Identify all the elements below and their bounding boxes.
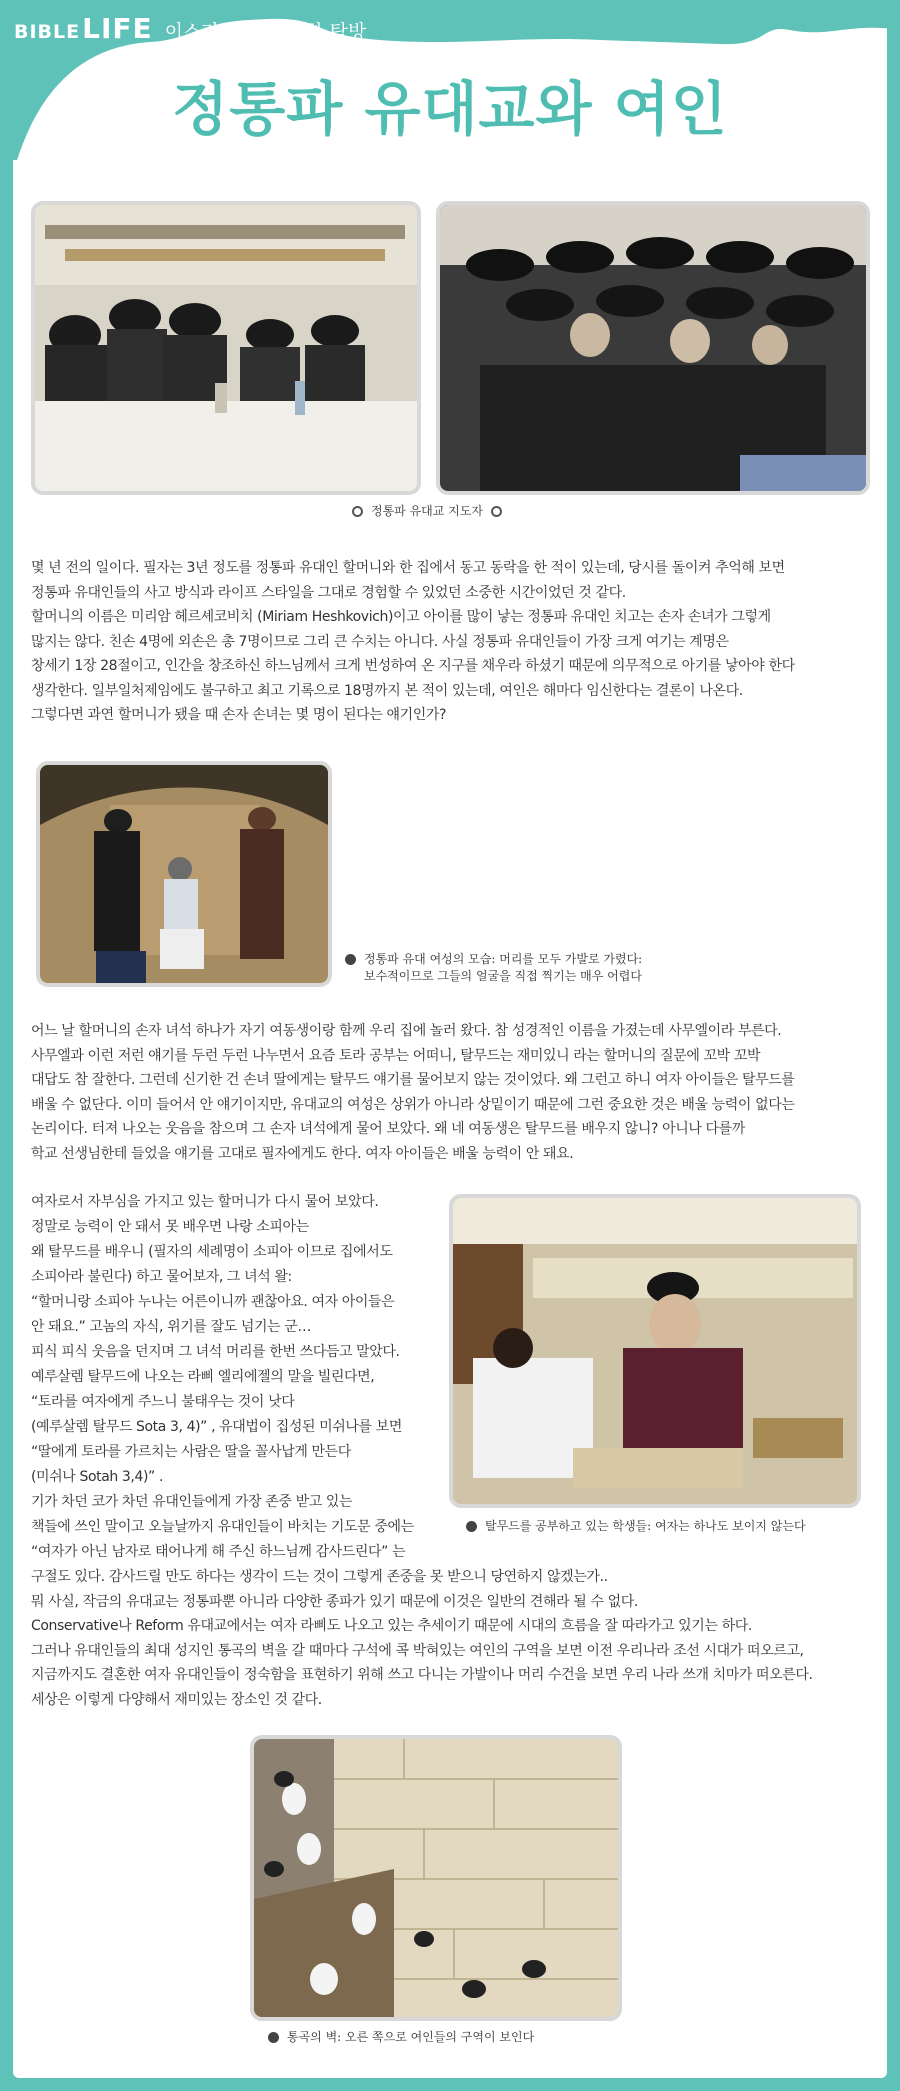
brand-logo-bible: BIBLE <box>14 21 81 43</box>
paragraph-line: Conservative나 Reform 유대교에서는 여자 라삐도 나오고 있는 추세이기 때문에 시대의 흐름을 잘 따라가고 있기는 하다. <box>31 1618 752 1634</box>
bullet-icon <box>352 506 363 517</box>
caption-text: 정통파 유대교 지도자 <box>371 504 483 518</box>
section-label: 이스라엘 종교 문화 탐방 <box>164 21 367 43</box>
caption-line: 보수적이므로 그들의 얼굴을 직접 찍기는 매우 어렵다 <box>364 969 642 983</box>
paragraph-line: 어느 날 할머니의 손자 녀석 하나가 자기 여동생이랑 함께 우리 집에 놀러 왔다. 참 성경적인 이름을 가졌는데 사무엘이라 부른다. <box>31 1023 782 1039</box>
paragraph-line: 기가 차던 코가 차던 유대인들에게 가장 존중 받고 있는 <box>31 1494 353 1510</box>
brand <box>14 12 366 45</box>
bullet-icon <box>345 954 356 965</box>
paragraph-line: 대답도 참 잘한다. 그런데 신기한 건 손녀 딸에게는 탈무드 얘기를 물어보지 않는 것이었다. 왜 그런고 하니 여자 아이들은 탈무드를 <box>31 1072 795 1088</box>
caption-photo-students <box>466 1518 806 1535</box>
caption-text: 통곡의 벽: 오른 쪽으로 여인들의 구역이 보인다 <box>287 2030 535 2044</box>
caption-photo-wall <box>268 2029 534 2046</box>
paragraph-line: 그러나 유대인들의 최대 성지인 통곡의 벽을 갈 때마다 구석에 콕 박혀있는 여인의 구역을 보면 이전 우리나라 조선 시대가 떠오르고, <box>31 1642 804 1659</box>
photo-western-wall <box>250 1735 622 2021</box>
paragraph-samuel <box>31 1019 794 1166</box>
photo-talmud-students <box>449 1194 861 1508</box>
paragraph-line: 소피아라 불린다) 하고 물어보자, 그 녀석 왈: <box>31 1269 292 1285</box>
paragraph-line: 창세기 1장 28절이고, 인간을 창조하신 하느님께서 크게 번성하여 온 지구를 채우라 하셨기 때문에 의무적으로 아기를 낳아야 한다 <box>31 658 795 674</box>
paragraph-line: 그렇다면 과연 할머니가 됐을 때 손자 손녀는 몇 명이 된다는 얘기인가? <box>31 707 447 723</box>
paragraph-line: 많지는 않다. 친손 4명에 외손은 총 7명이므로 그리 큰 수치는 아니다. 사실 정통파 유대인들이 가장 크게 여기는 계명은 <box>31 633 729 650</box>
paragraph-line: 몇 년 전의 일이다. 필자는 3년 정도를 정통파 유대인 할머니와 한 집에서 동고 동락을 한 적이 있는데, 당시를 돌이켜 추억해 보면 <box>31 560 785 576</box>
paragraph-line: 뭐 사실, 작금의 유대교는 정통파뿐 아니라 다양한 종파가 있기 때문에 이것은 일반의 견해라 될 수 없다. <box>31 1593 638 1610</box>
paragraph-line: “할머니랑 소피아 누나는 어른이니까 괜찮아요. 여자 아이들은 <box>31 1294 395 1310</box>
photo-women-wall <box>36 761 332 987</box>
paragraph-line: 세상은 이렇게 다양해서 재미있는 장소인 것 같다. <box>31 1691 322 1708</box>
paragraph-line: 정말로 능력이 안 돼서 못 배우면 나랑 소피아는 <box>31 1219 309 1235</box>
paragraph-line: 여자로서 자부심을 가지고 있는 할머니가 다시 물어 보았다. <box>31 1194 379 1210</box>
paragraph-grandmother <box>31 1190 414 1565</box>
caption-text: 탈무드를 공부하고 있는 학생들: 여자는 하나도 보이지 않는다 <box>485 1519 806 1533</box>
paragraph-line: 정통파 유대인들의 사고 방식과 라이프 스타일을 그대로 경험할 수 있었던 소중한 시간이었던 것 같다. <box>31 584 626 601</box>
paragraph-line: “토라를 여자에게 주느니 불태우는 것이 낫다 <box>31 1394 295 1410</box>
paragraph-line: 지금까지도 결혼한 여자 유대인들이 정숙함을 표현하기 위해 쓰고 다니는 가발이나 머리 수건을 보면 우리 나라 쓰개 치마가 떠오른다. <box>31 1667 813 1683</box>
paragraph-conclusion <box>31 1565 813 1712</box>
caption-text-block <box>364 951 642 985</box>
caption-line: 정통파 유대 여성의 모습: 머리를 모두 가발로 가렸다: <box>364 952 643 966</box>
paragraph-line: 학교 선생님한테 들었을 얘기를 고대로 필자에게도 한다. 여자 아이들은 배울 능력이 안 돼요. <box>31 1145 574 1162</box>
bullet-icon <box>491 506 502 517</box>
page-title: 정통파 유대교와 여인 <box>172 75 728 143</box>
paragraph-line: 구절도 있다. 감사드릴 만도 하다는 생각이 드는 것이 그렇게 존중을 못 받으니 당연하지 않겠는가.. <box>31 1569 608 1585</box>
paragraph-line: 사무엘과 이런 저런 얘기를 두런 두런 나누면서 요즘 토라 공부는 어떠니, 탈무드는 재미있니 라는 할머니의 질문에 꼬박 꼬박 <box>31 1047 761 1064</box>
paragraph-line: 예루살렘 탈무드에 나오는 라삐 엘리에젤의 말을 빌린다면, <box>31 1369 375 1385</box>
brand-logo-life: LIFE <box>82 12 153 45</box>
caption-photo-women <box>345 951 642 985</box>
paragraph-line: 배울 수 없단다. 이미 들어서 안 얘기이지만, 유대교의 여성은 상위가 아니라 상밑이기 때문에 그런 중요한 것은 배울 능력이 없다는 <box>31 1096 795 1113</box>
paragraph-line: 안 돼요.” 고놈의 자식, 위기를 잘도 넘기는 군… <box>31 1319 312 1335</box>
paragraph-line: 왜 탈무드를 배우니 (필자의 세례명이 소피아 이므로 집에서도 <box>31 1244 393 1260</box>
photo-rabbis-table <box>31 201 421 495</box>
bullet-icon <box>466 1521 477 1532</box>
paragraph-line: 피식 피식 웃음을 던지며 그 녀석 머리를 한번 쓰다듬고 말았다. <box>31 1344 400 1360</box>
paragraph-line: 할머니의 이름은 미리암 헤르셰코비치 (Miriam Heshkovich)이고 아이를 많이 낳는 정통파 유대인 치고는 손자 손녀가 그렇게 <box>31 609 771 625</box>
caption-photo-rabbis <box>352 503 502 520</box>
paragraph-line: “여자가 아닌 남자로 태어나게 해 주신 하느님께 감사드린다” 는 <box>31 1544 406 1560</box>
paragraph-intro <box>31 556 795 728</box>
paragraph-line: 생각한다. 일부일처제임에도 불구하고 최고 기록으로 18명까지 본 적이 있는데, 여인은 해마다 임신한다는 결론이 나온다. <box>31 682 743 699</box>
photo-rabbis-crowd <box>436 201 870 495</box>
paragraph-line: “딸에게 토라를 가르치는 사람은 딸을 꼴사납게 만든다 <box>31 1444 351 1460</box>
paragraph-line: (미쉬나 Sotah 3,4)” . <box>31 1469 164 1485</box>
bullet-icon <box>268 2032 279 2043</box>
paragraph-line: 논리이다. 터져 나오는 웃음을 참으며 그 손자 녀석에게 물어 보았다. 왜 네 여동생은 탈무드를 배우지 않니? 아니나 다를까 <box>31 1121 745 1137</box>
paragraph-line: (예루살렘 탈무드 Sota 3, 4)” , 유대법이 집성된 미쉬나를 보면 <box>31 1419 402 1435</box>
paragraph-line: 책들에 쓰인 말이고 오늘날까지 유대인들이 바치는 기도문 중에는 <box>31 1519 414 1535</box>
